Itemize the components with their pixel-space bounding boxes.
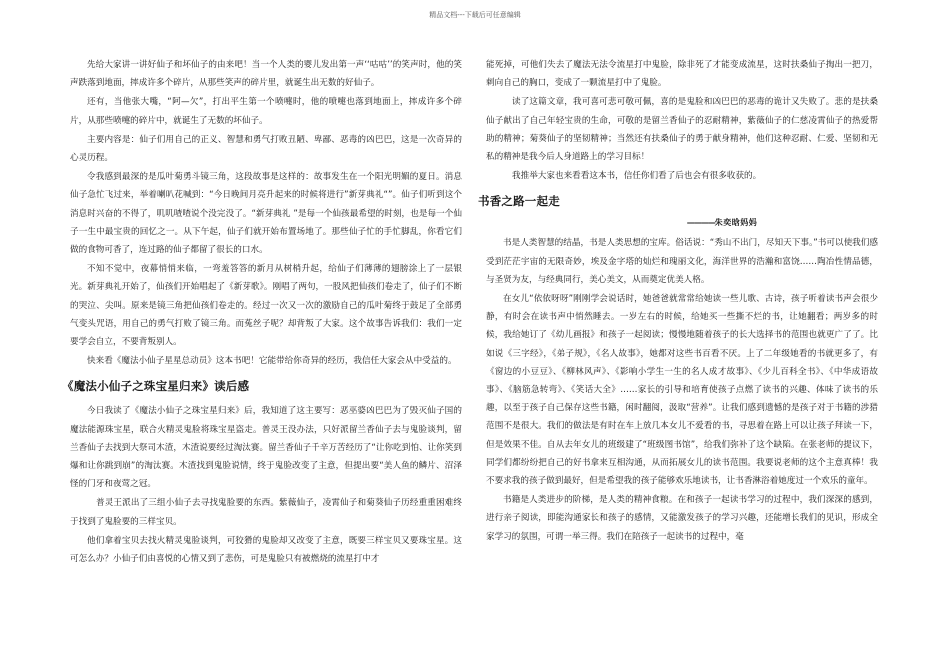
byline-author: 朱奕晗妈妈 — [714, 218, 758, 228]
paragraph: 不知不觉中，夜幕悄悄来临，一弯羞答答的新月从树梢升起，给仙子们薄薄的翅膀涂上了一层银光。新芽典礼开始了，仙孩们开始唱起了《新芽歌》。刚唱了两句，一股风把仙孩们卷走了，仙子们不断的哭泣、尖叫。原来是镜三角把仙孩们卷走的。经过一次又一次的激励自己的瓜叶菊终于鼓足了全部勇气变头咒语，用自己的勇气打败了镜三角。而菟丝子呢？却背叛了大家。这个故事告诉我们：我们一定要学会自立，不要背叛别人。 — [70, 264, 462, 348]
paragraph: 能死掉，可他们失去了魔法无法令流星打中鬼脸，除非死了才能变成流星，这时扶桑仙子掏出一把刀，刺向自己的胸口，变成了一颗流星打中了鬼脸。 — [486, 60, 878, 89]
left-column — [62, 56, 462, 569]
paragraph: 书籍是人类进步的阶梯，是人类的精神食粮。在和孩子一起读书学习的过程中，我们深深的感到，进行亲子阅读，即能沟通家长和孩子的感情，又能激发孩子的学习兴趣，还能增长我们的见识，形成全家学习的氛围，可谓一举三得。我们在陪孩子一起读书的过程中，毫 — [486, 495, 878, 542]
paragraph: 主要内容是：仙子们用自己的正义、智慧和勇气打败丑陋、卑鄙、恶毒的凶巴巴，这是一次奇异的心灵历程。 — [70, 134, 462, 164]
paragraph: 还有，当他张大嘴，“阿—欠”，打出平生第一个喷嚏时，他的喷嚏也落到地面上，摔成许多个碎片，从那些喷嚏的碎片中，就诞生了无数的坏仙子。 — [70, 97, 462, 126]
paragraph: 他们拿着宝贝去找火精灵鬼脸谈判，可狡猾的鬼脸却又改变了主意，既要三样宝贝又要珠宝星。这可怎么办？小仙子们由喜悦的心情又到了悲伤，可是鬼脸只有被燃烧的流星打中才 — [70, 535, 462, 565]
paragraph: 我推举大家也来看看这本书，信任你们看了后也会有很多收获的。 — [512, 171, 762, 182]
paragraph: 先给大家讲一讲好仙子和坏仙子的由来吧！当一个人类的婴儿发出第一声‘‘咕咕’’的笑声时，他的笑声跌落到地面，摔成许多个碎片，从那些笑声的碎片里，就诞生出无数的好仙子。 — [70, 60, 462, 89]
section-heading: 书香之路一起走 — [478, 194, 560, 209]
byline-dash: ———— — [686, 218, 715, 228]
section-heading: 《魔法小仙子之珠宝星归来》读后感 — [62, 379, 250, 394]
right-column — [478, 56, 878, 547]
paragraph: 令我感到最深的是瓜叶菊勇斗镜三角，这段故事是这样的：故事发生在一个阳光明媚的夏日。消息仙子急忙飞过来，举着喇叭花喊到：“今日晚间月亮升起来的时候将进行”新芽典礼“”。仙子们听到这个消息时兴奋的不得了，叽叽喳喳说个没完没了。“新芽典礼 ”是每一个仙孩最希望的时刻，也是每一个仙子一生中最宝贵的回忆之一。从下午起，仙子们就开始布置场地了。那些仙子忙的手忙脚乱，你看它们做的食物可香了，连过路的仙子都留了很长的口水。 — [70, 172, 462, 256]
author-byline — [566, 217, 878, 228]
paragraph: 在女儿“依依呀呀”刚刚学会说话时，她爸爸就常常给她读一些儿歌、古诗，孩子听着读书声会很少静，有时会在读书声中悄然睡去。一岁左右的时候，给她买一些撕不烂的书，让她翻看；两岁多的时候，我给她订了《幼儿画报》和孩子一起阅读；慢慢地随着孩子的长大选择书的范围也就更广了了。比如说《三字经》，《弟子规》，《名人故事》，她都对这些书百看不厌。上了二年级她看的书就更多了，有《窗边的小豆豆》、《柳林风声》、《影响小学生一生的名人成才故事》、《少儿百科全书》、《中华成语故事》、《脑筋急转弯》、《笑话大全》……家长的引导和培育使孩子点燃了读书的兴趣、体味了读书的乐趣，以至于孩子自己保存这些书籍，闲时翻阅，汲取“营养”。让我们感到遗憾的是孩子对于书籍的涉猎范围不是很大。我们的做法是有时在车上放几本女儿不爱看的书，寻思着在路上可以让孩子拜读一下，但是效果不佳。自从去年女儿的班级建了“班级图书馆”，给我们弥补了这个缺陷。在张老师的提议下，同学们都纷纷把自己的好书拿来互相沟通，从而拓展女儿的读书范围。我要说老师的这个主意真棒！我不要求我的孩子做到最好，但是希望我的孩子能够欢乐地读书，让书香淋浴着她度过一个欢乐的童年。 — [486, 294, 878, 487]
paragraph: 今日我读了《魔法小仙子之珠宝星归来》后，我知道了这主要写：恶巫婆凶巴巴为了毁灭仙子国的魔法能源珠宝星，联合火精灵鬼脸将珠宝星盗走。普灵王没办法，只好派留兰香仙子去与鬼脸谈判，留兰香仙子去找到大祭司木渣，木渣说要经过淘汰赛。留兰香仙子千辛万苦经历了“让你吃到怕、让你笑到爆和让你跳到崩”的淘汰赛。木渣找到鬼脸说情，终于鬼脸改变了主意，但提出要“美人鱼的鳞片、沼泽怪的门牙和夜莺之冠。 — [70, 406, 462, 490]
page-header: 精品文档---下载后可任意编辑 — [429, 11, 521, 19]
paragraph: 普灵王派出了三组小仙子去寻找鬼脸要的东西。紫薇仙子，凌霄仙子和菊葵仙子历经重重困难终于找到了鬼脸要的三样宝贝。 — [70, 498, 462, 527]
paragraph: 快来看《魔法小仙子星星总动员》这本书吧！它能带给你奇异的经历，我信任大家会从中受益的。 — [87, 356, 457, 367]
paragraph: 书是人类智慧的结晶，书是人类思想的宝库。俗话说：“秀山不出门，尽知天下事。”书可以使我们感受到茫茫宇宙的无限奇妙，埃及金字塔的灿烂和瑰丽文化，海洋世界的浩瀚和富饶……陶冶性情品德，与圣贤为友，与经典同行，美心美文，从而奠定优美人格。 — [486, 238, 878, 285]
paragraph: 读了这篇文章，我可喜可悲可敬可佩，喜的是鬼脸和凶巴巴的恶毒的诡计又失败了。悲的是扶桑仙子献出了自己年轻宝贵的生命，可敬的是留兰香仙子的忍耐精神，紫薇仙子的仁慈凌霄仙子的热爱帮助的精神；菊葵仙子的坚韧精神；当然还有扶桑仙子的勇于献身精神，他们这种忍耐、仁爱、坚韧和无私的精神是我今后人身道路上的学习目标！ — [486, 97, 878, 163]
